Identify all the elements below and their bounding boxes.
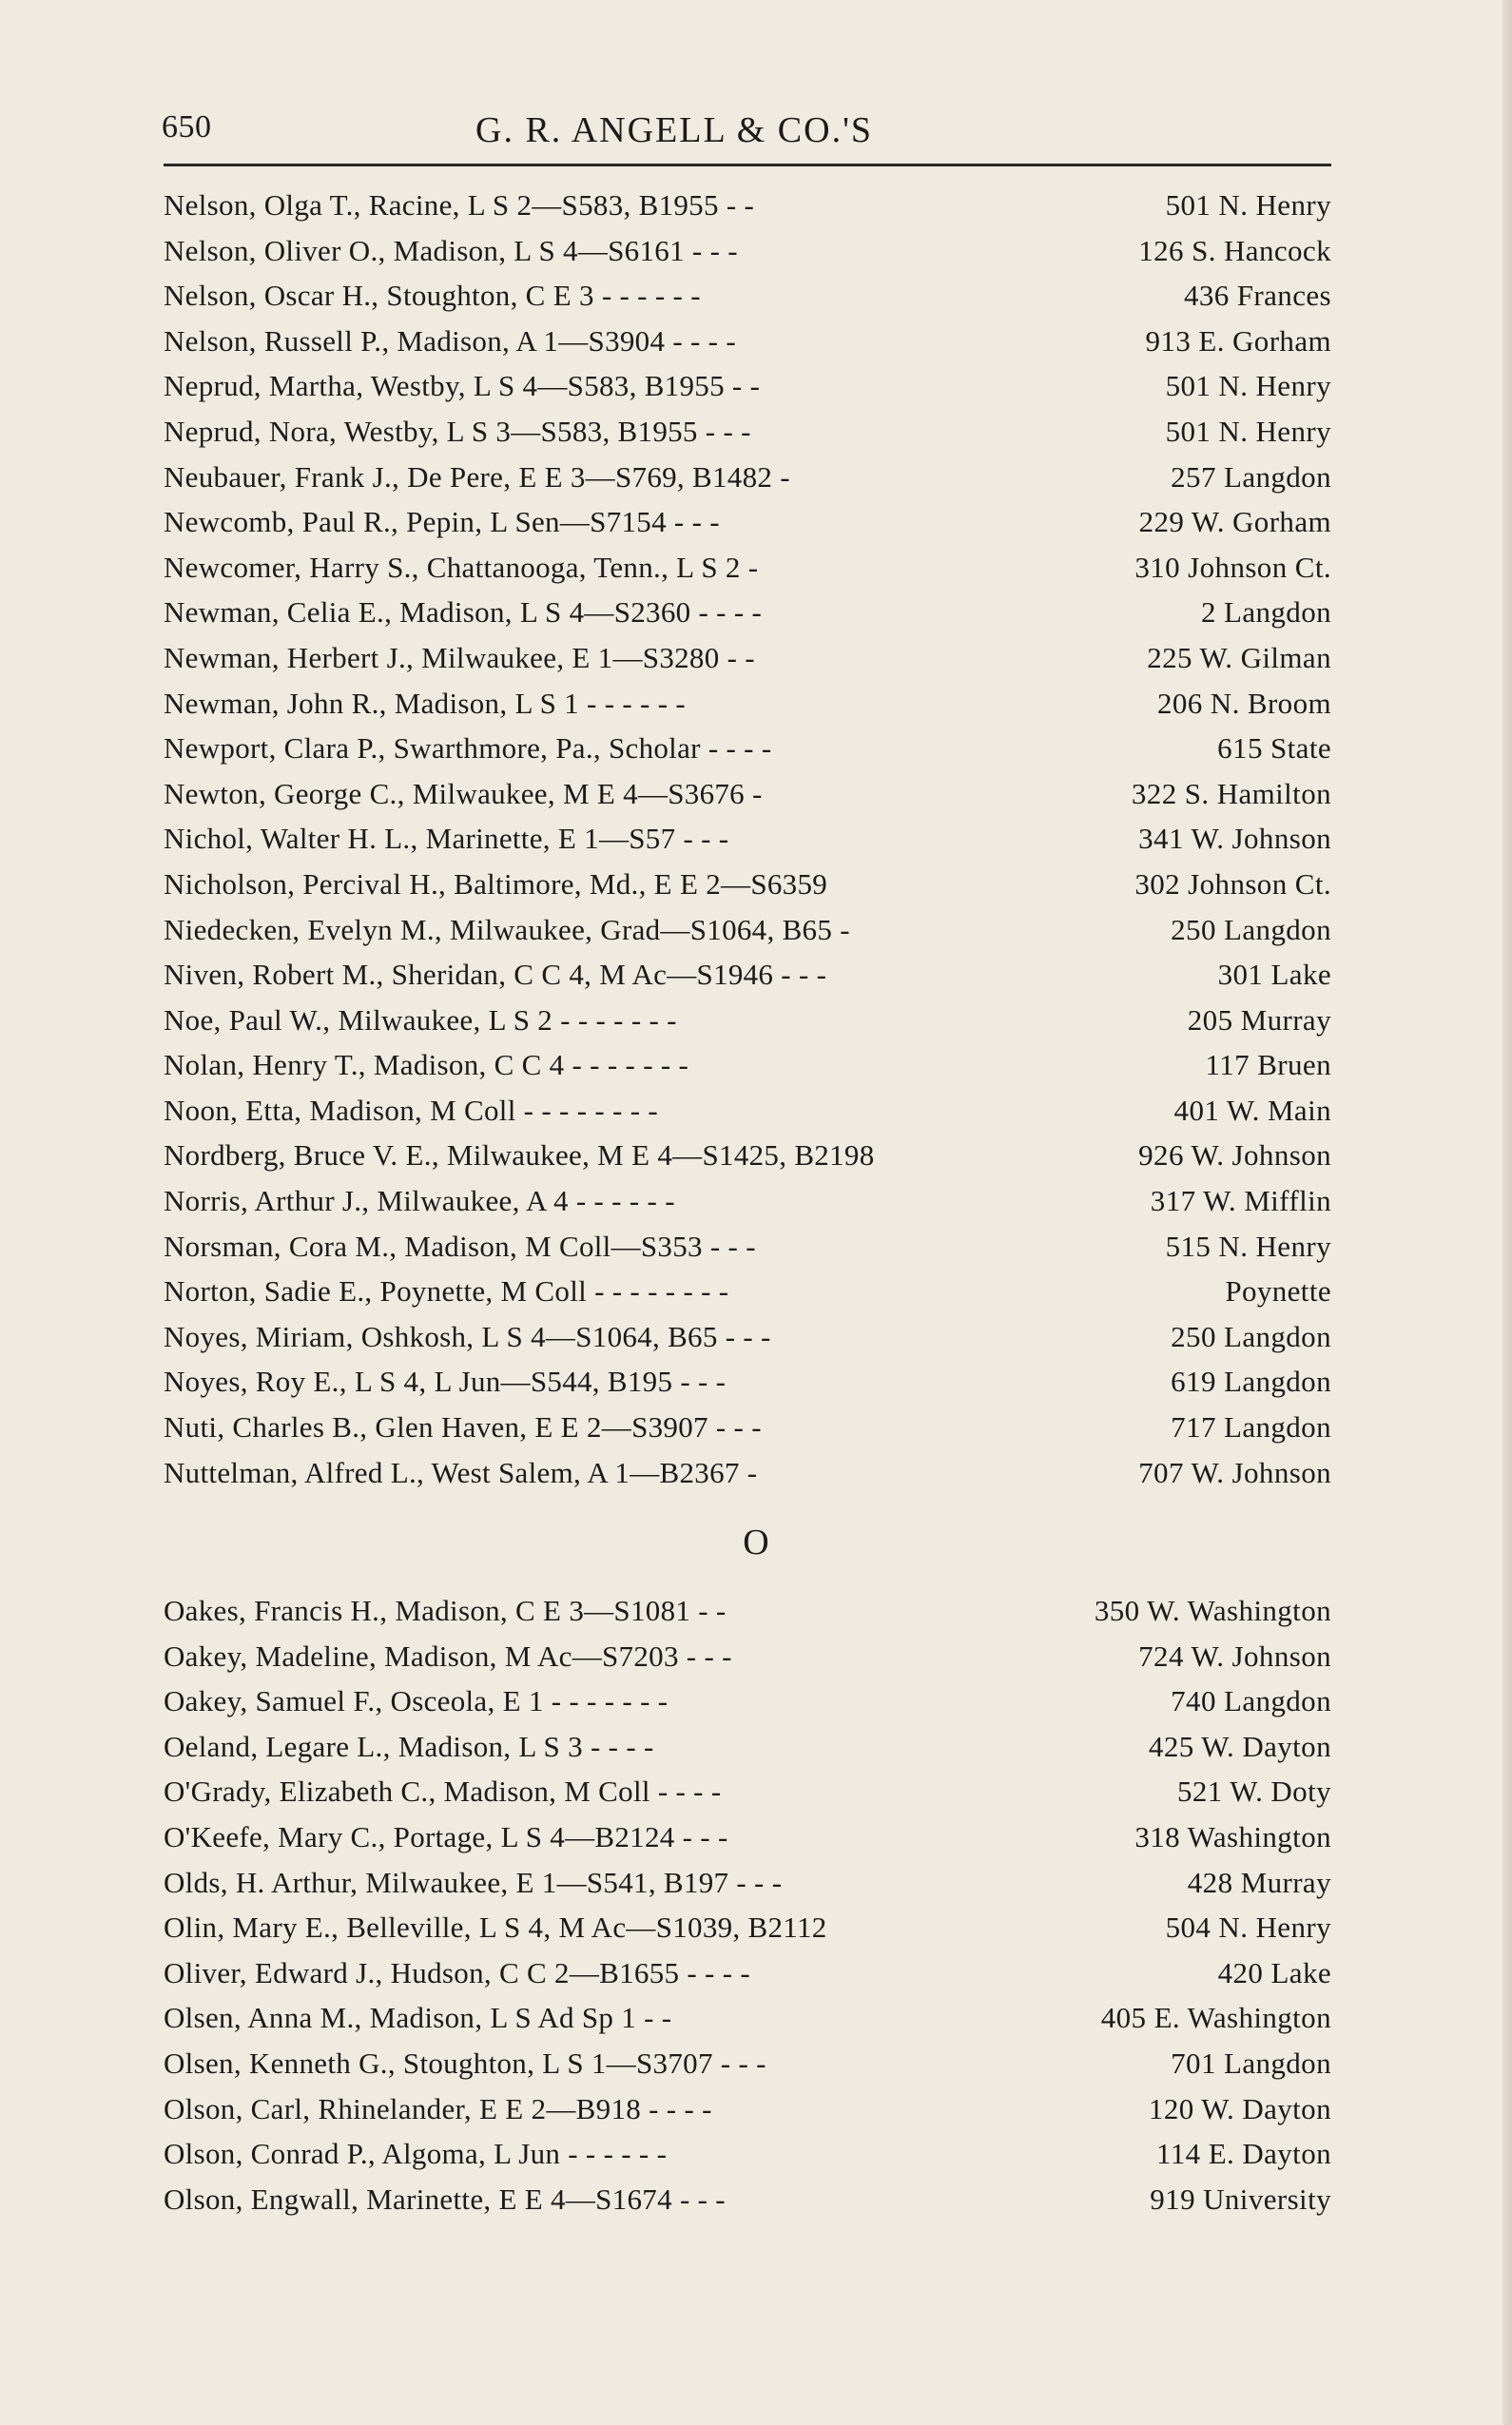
entry-address: 120 W. Dayton bbox=[1148, 2091, 1331, 2125]
entry-name-details: Newcomb, Paul R., Pepin, L Sen—S7154 - - - bbox=[164, 505, 720, 539]
entry-address: 401 W. Main bbox=[1173, 1093, 1331, 1127]
entry-address: 420 Lake bbox=[1217, 1955, 1331, 1989]
directory-entry bbox=[164, 998, 1331, 1043]
entry-name-details: Oeland, Legare L., Madison, L S 3 - - - - bbox=[164, 1729, 654, 1763]
entry-name-details: Nelson, Oliver O., Madison, L S 4—S6161 - - - bbox=[164, 233, 738, 267]
directory-entry bbox=[164, 1405, 1331, 1450]
entry-name-details: Oakey, Samuel F., Osceola, E 1 - - - - - - - bbox=[164, 1684, 669, 1718]
entry-address: 2 Langdon bbox=[1200, 595, 1331, 630]
entry-name-details: Newman, Herbert J., Milwaukee, E 1—S3280 - - bbox=[164, 640, 755, 674]
directory-entry bbox=[164, 907, 1331, 953]
entry-name-details: Noyes, Miriam, Oshkosh, L S 4—S1064, B65 - - - bbox=[164, 1319, 771, 1353]
directory-entry bbox=[164, 681, 1331, 727]
directory-entry bbox=[164, 590, 1331, 635]
directory-entry bbox=[164, 1178, 1331, 1224]
directory-entry bbox=[164, 1133, 1331, 1178]
entry-name-details: Neprud, Nora, Westby, L S 3—S583, B1955 - - - bbox=[164, 414, 751, 448]
entry-address: 317 W. Mifflin bbox=[1150, 1184, 1331, 1218]
page-edge bbox=[1502, 0, 1512, 2425]
entry-name-details: Olsen, Anna M., Madison, L S Ad Sp 1 - - bbox=[164, 2001, 672, 2035]
entry-address: 701 Langdon bbox=[1171, 2046, 1331, 2080]
directory-entry bbox=[164, 1905, 1331, 1950]
directory-entry bbox=[164, 1678, 1331, 1724]
entry-name-details: Olson, Carl, Rhinelander, E E 2—B918 - - - - bbox=[164, 2091, 712, 2125]
directory-entry bbox=[164, 816, 1331, 862]
entry-address: 250 Langdon bbox=[1171, 1319, 1331, 1353]
entry-name-details: Olds, H. Arthur, Milwaukee, E 1—S541, B197 - - - bbox=[164, 1865, 783, 1899]
entry-address: 926 W. Johnson bbox=[1138, 1138, 1331, 1173]
entry-address: 114 E. Dayton bbox=[1156, 2137, 1331, 2171]
entry-address: 501 N. Henry bbox=[1165, 369, 1331, 403]
entry-address: 428 Murray bbox=[1187, 1865, 1331, 1899]
directory-entry bbox=[164, 1995, 1331, 2041]
entry-address: 515 N. Henry bbox=[1165, 1229, 1331, 1263]
entry-address: 322 S. Hamilton bbox=[1131, 776, 1331, 810]
directory-entry bbox=[164, 1724, 1331, 1770]
entry-name-details: Norsman, Cora M., Madison, M Coll—S353 - - - bbox=[164, 1229, 756, 1263]
directory-entry bbox=[164, 1224, 1331, 1270]
entry-name-details: Noyes, Roy E., L S 4, L Jun—S544, B195 - - - bbox=[164, 1365, 727, 1399]
entry-name-details: Nichol, Walter H. L., Marinette, E 1—S57 - - - bbox=[164, 822, 729, 856]
entry-name-details: Olson, Conrad P., Algoma, L Jun - - - - - - bbox=[164, 2137, 668, 2171]
entry-name-details: Niven, Robert M., Sheridan, C C 4, M Ac—S1946 - - - bbox=[164, 958, 827, 992]
directory-entry bbox=[164, 1314, 1331, 1360]
directory-entry bbox=[164, 1860, 1331, 1906]
directory-entry bbox=[164, 1588, 1331, 1634]
entry-address: 615 State bbox=[1217, 731, 1331, 766]
entry-address: 341 W. Johnson bbox=[1138, 822, 1331, 856]
entry-name-details: Norris, Arthur J., Milwaukee, A 4 - - - - - - bbox=[164, 1184, 675, 1218]
directory-entry bbox=[164, 183, 1331, 228]
entry-address: 205 Murray bbox=[1187, 1002, 1331, 1037]
entry-name-details: O'Grady, Elizabeth C., Madison, M Coll - - - - bbox=[164, 1775, 722, 1809]
entry-name-details: Nuttelman, Alfred L., West Salem, A 1—B2367 - bbox=[164, 1455, 758, 1489]
entry-address: 301 Lake bbox=[1217, 958, 1331, 992]
entry-name-details: Nelson, Olga T., Racine, L S 2—S583, B1955 - - bbox=[164, 188, 755, 222]
entry-name-details: Norton, Sadie E., Poynette, M Coll - - - - - - - - bbox=[164, 1274, 729, 1309]
entry-name-details: Oakes, Francis H., Madison, C E 3—S1081 - - bbox=[164, 1594, 727, 1627]
entry-name-details: Noe, Paul W., Milwaukee, L S 2 - - - - - - - bbox=[164, 1002, 677, 1037]
entry-address: 302 Johnson Ct. bbox=[1134, 866, 1331, 901]
entry-address: 250 Langdon bbox=[1171, 912, 1331, 946]
entry-address: 436 Frances bbox=[1183, 279, 1331, 313]
entry-name-details: Neprud, Martha, Westby, L S 4—S583, B1955 - - bbox=[164, 369, 761, 403]
directory-entry bbox=[164, 273, 1331, 319]
entry-name-details: Newman, Celia E., Madison, L S 4—S2360 - - - - bbox=[164, 595, 763, 630]
directory-entry bbox=[164, 952, 1331, 998]
section-letter: O bbox=[743, 1523, 769, 1562]
entry-name-details: Nelson, Oscar H., Stoughton, C E 3 - - - - - - bbox=[164, 279, 701, 313]
entry-address: 521 W. Doty bbox=[1176, 1775, 1331, 1809]
directory-entry bbox=[164, 409, 1331, 455]
entry-name-details: Newton, George C., Milwaukee, M E 4—S3676 - bbox=[164, 776, 763, 810]
directory-entry bbox=[164, 1814, 1331, 1860]
entry-name-details: Newcomer, Harry S., Chattanooga, Tenn., L S 2 - bbox=[164, 550, 759, 584]
directory-entry bbox=[164, 228, 1331, 274]
entry-name-details: O'Keefe, Mary C., Portage, L S 4—B2124 - - - bbox=[164, 1819, 728, 1853]
directory-list-n bbox=[164, 183, 1331, 1495]
entry-name-details: Olson, Engwall, Marinette, E E 4—S1674 - - - bbox=[164, 2182, 726, 2216]
entry-name-details: Olsen, Kenneth G., Stoughton, L S 1—S3707 - - - bbox=[164, 2046, 766, 2080]
entry-name-details: Olin, Mary E., Belleville, L S 4, M Ac—S1039, B2112 bbox=[164, 1911, 827, 1945]
entry-address: 501 N. Henry bbox=[1165, 414, 1331, 448]
entry-name-details: Nolan, Henry T., Madison, C C 4 - - - - - - - bbox=[164, 1048, 689, 1082]
entry-address: 425 W. Dayton bbox=[1148, 1729, 1331, 1763]
entry-address: 919 University bbox=[1150, 2182, 1331, 2216]
directory-entry bbox=[164, 1088, 1331, 1134]
directory-entry bbox=[164, 635, 1331, 681]
entry-address: Poynette bbox=[1225, 1274, 1331, 1309]
directory-entry bbox=[164, 1269, 1331, 1314]
entry-name-details: Nelson, Russell P., Madison, A 1—S3904 - - - - bbox=[164, 323, 736, 358]
directory-entry bbox=[164, 1359, 1331, 1405]
entry-address: 740 Langdon bbox=[1171, 1684, 1331, 1718]
entry-address: 310 Johnson Ct. bbox=[1134, 550, 1331, 584]
directory-entry bbox=[164, 2177, 1331, 2222]
entry-name-details: Noon, Etta, Madison, M Coll - - - - - - - - bbox=[164, 1093, 659, 1127]
directory-entry bbox=[164, 1634, 1331, 1679]
entry-address: 717 Langdon bbox=[1171, 1410, 1331, 1445]
entry-name-details: Nordberg, Bruce V. E., Milwaukee, M E 4—S1425, B2198 bbox=[164, 1138, 875, 1173]
entry-address: 724 W. Johnson bbox=[1138, 1639, 1331, 1673]
entry-address: 318 Washington bbox=[1134, 1819, 1331, 1853]
directory-list-o bbox=[164, 1588, 1331, 2221]
entry-name-details: Oakey, Madeline, Madison, M Ac—S7203 - - - bbox=[164, 1639, 732, 1673]
entry-address: 707 W. Johnson bbox=[1138, 1455, 1331, 1489]
entry-name-details: Oliver, Edward J., Hudson, C C 2—B1655 - - - - bbox=[164, 1955, 750, 1989]
directory-entry bbox=[164, 1042, 1331, 1088]
directory-entry bbox=[164, 319, 1331, 364]
entry-address: 126 S. Hancock bbox=[1138, 233, 1331, 267]
header-rule bbox=[164, 164, 1331, 166]
entry-address: 117 Bruen bbox=[1205, 1048, 1331, 1082]
directory-entry bbox=[164, 2041, 1331, 2086]
directory-entry bbox=[164, 771, 1331, 817]
entry-address: 504 N. Henry bbox=[1165, 1911, 1331, 1945]
entry-address: 619 Langdon bbox=[1171, 1365, 1331, 1399]
entry-name-details: Newman, John R., Madison, L S 1 - - - - - - bbox=[164, 686, 687, 720]
directory-entry bbox=[164, 2131, 1331, 2177]
entry-address: 206 N. Broom bbox=[1156, 686, 1331, 720]
directory-entry bbox=[164, 1769, 1331, 1814]
entry-name-details: Niedecken, Evelyn M., Milwaukee, Grad—S1064, B65 - bbox=[164, 912, 850, 946]
entry-address: 350 W. Washington bbox=[1094, 1594, 1331, 1627]
entry-name-details: Neubauer, Frank J., De Pere, E E 3—S769, B1482 - bbox=[164, 459, 790, 494]
entry-address: 913 E. Gorham bbox=[1145, 323, 1331, 358]
entry-address: 225 W. Gilman bbox=[1147, 640, 1331, 674]
entry-address: 405 E. Washington bbox=[1100, 2001, 1331, 2035]
entry-name-details: Nuti, Charles B., Glen Haven, E E 2—S3907 - - - bbox=[164, 1410, 762, 1445]
directory-entry bbox=[164, 726, 1331, 771]
directory-entry bbox=[164, 862, 1331, 907]
running-title: G. R. ANGELL & CO.'S bbox=[475, 110, 874, 150]
entry-address: 501 N. Henry bbox=[1165, 188, 1331, 222]
entry-address: 229 W. Gorham bbox=[1138, 505, 1331, 539]
directory-entry bbox=[164, 499, 1331, 545]
directory-entry bbox=[164, 455, 1331, 500]
directory-entry bbox=[164, 545, 1331, 591]
entry-name-details: Nicholson, Percival H., Baltimore, Md., E E 2—S6359 bbox=[164, 866, 828, 901]
directory-entry bbox=[164, 2086, 1331, 2132]
directory-entry bbox=[164, 1450, 1331, 1496]
entry-address: 257 Langdon bbox=[1171, 459, 1331, 494]
directory-entry bbox=[164, 1950, 1331, 1996]
entry-name-details: Newport, Clara P., Swarthmore, Pa., Scholar - - - - bbox=[164, 731, 772, 766]
page-header bbox=[162, 109, 1331, 166]
page-number: 650 bbox=[162, 109, 212, 145]
directory-entry bbox=[164, 363, 1331, 409]
